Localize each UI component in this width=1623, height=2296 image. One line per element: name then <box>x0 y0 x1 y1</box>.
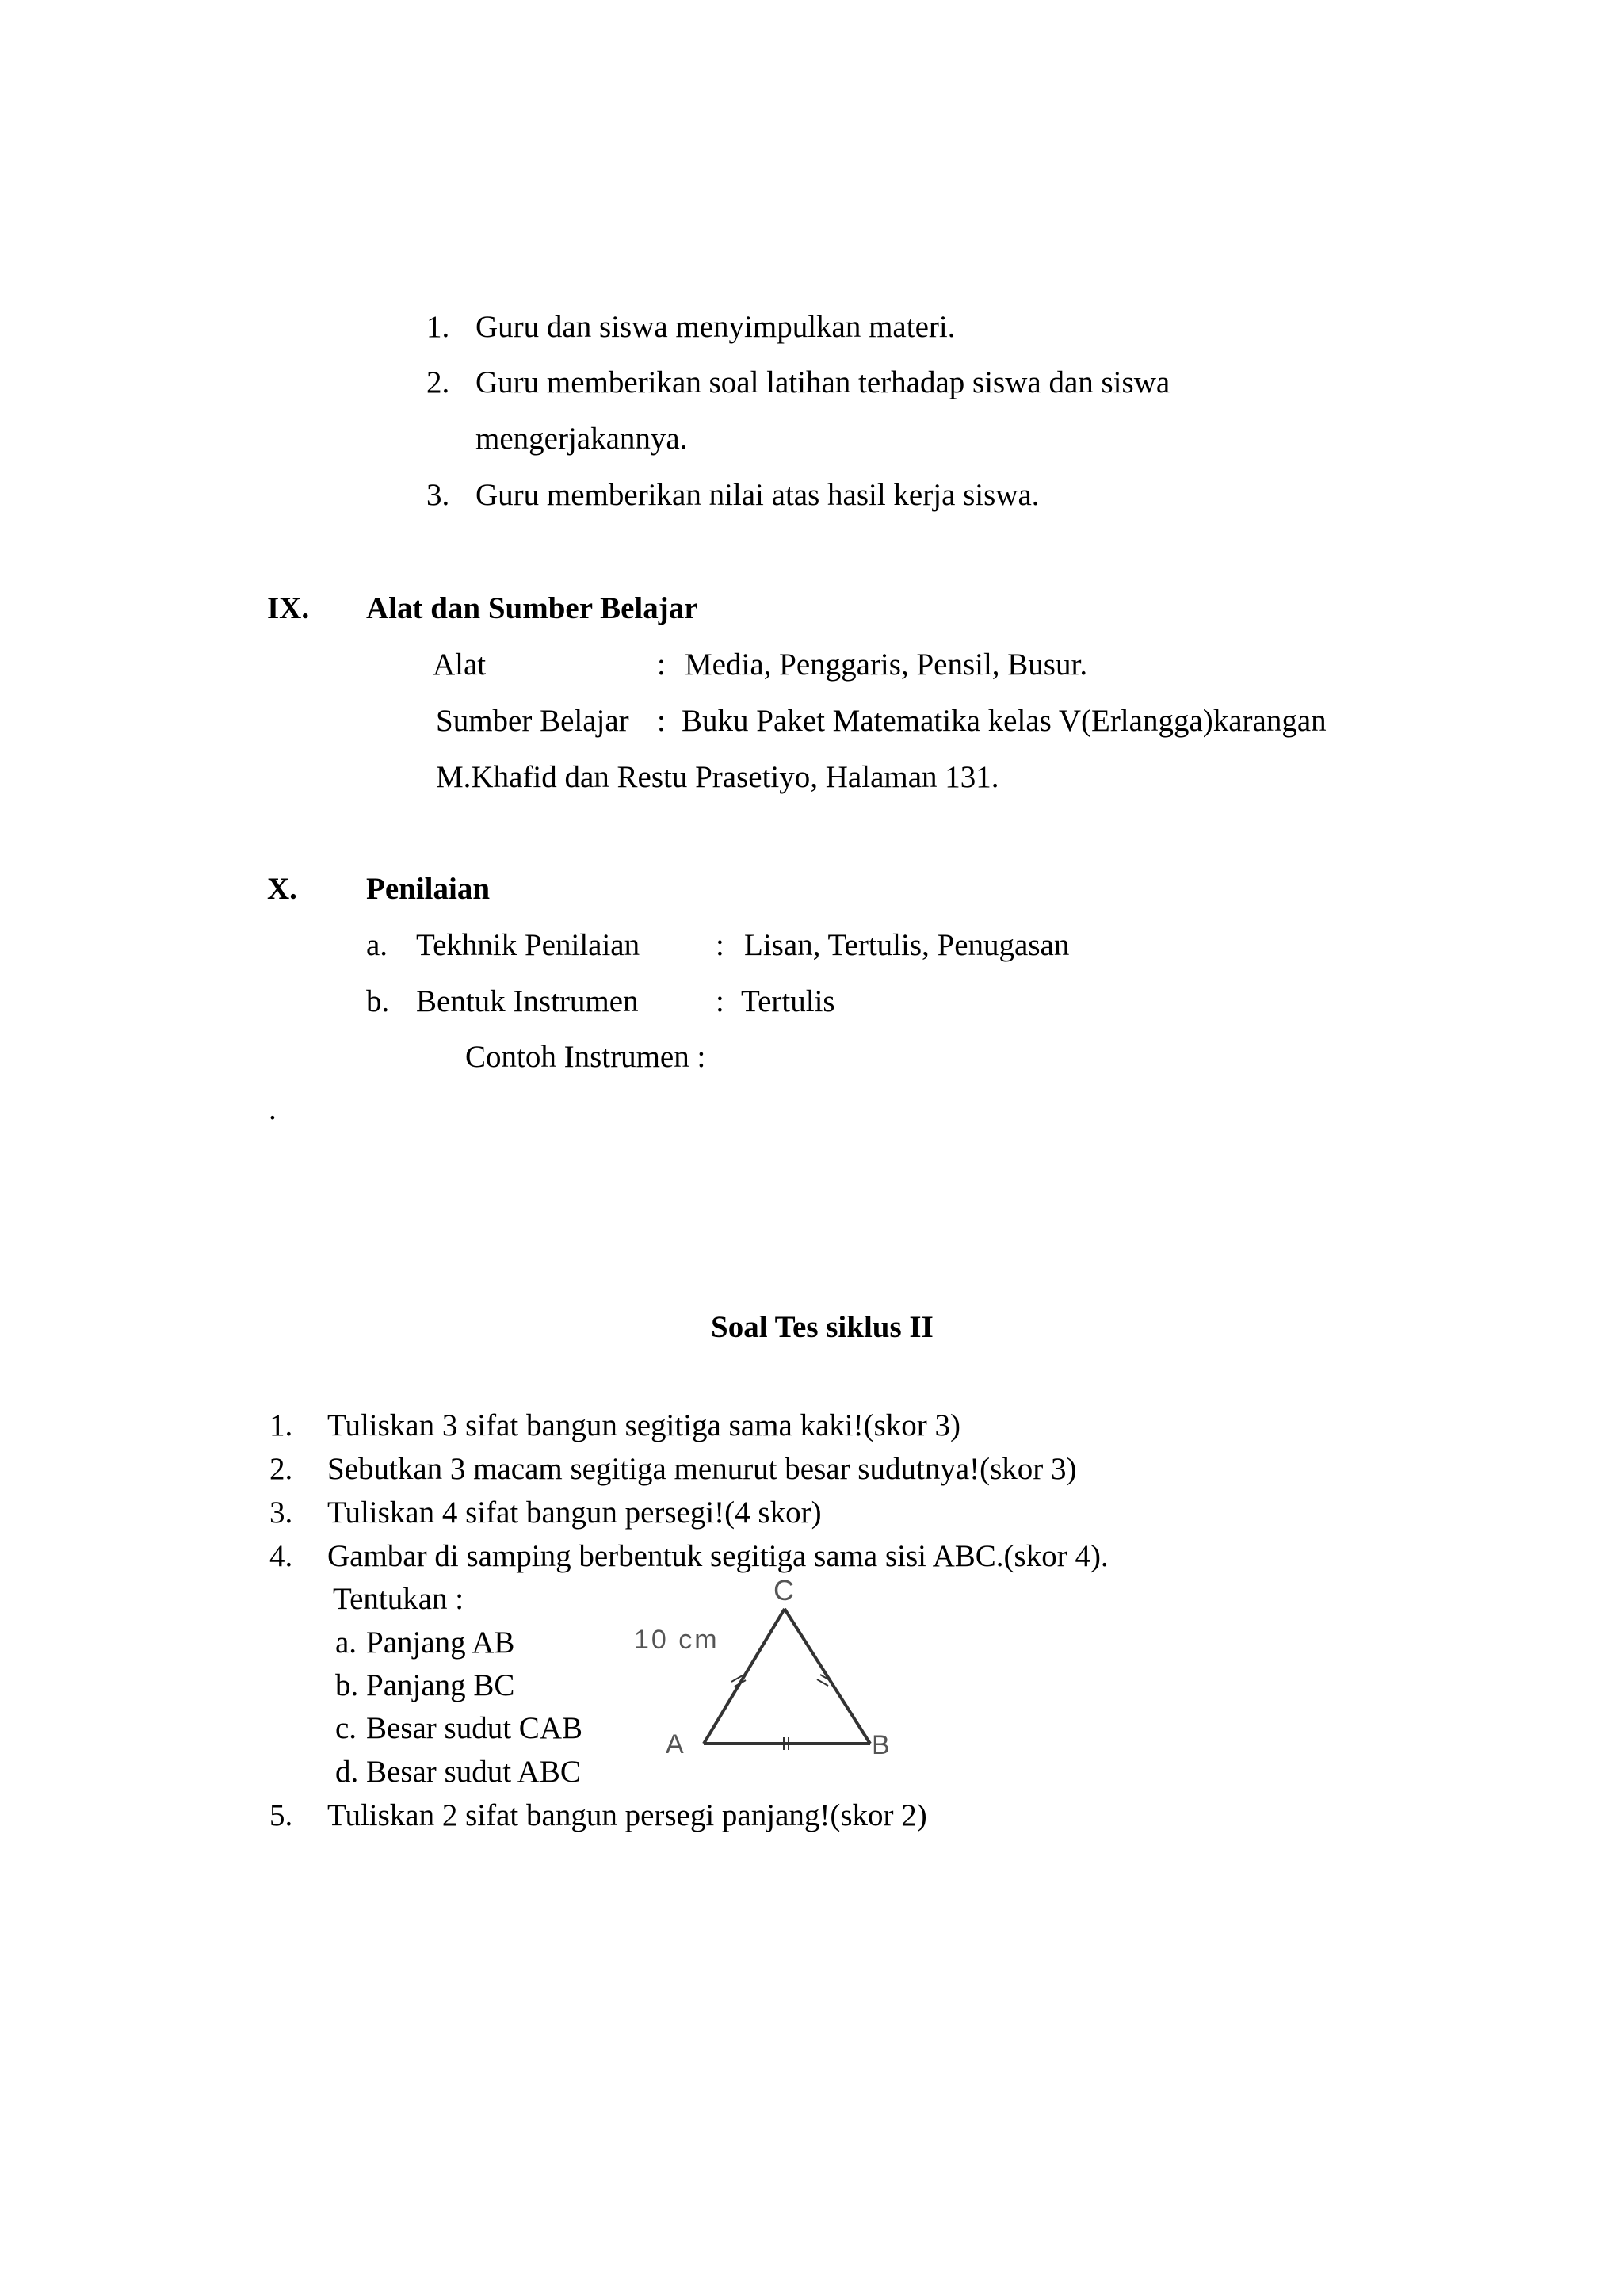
penilaian-item-label: Bentuk Instrumen <box>416 984 639 1018</box>
penilaian-item-label: Tekhnik Penilaian <box>416 928 640 962</box>
stray-dot: . <box>269 1092 277 1126</box>
sub-item-text: Panjang BC <box>366 1668 515 1702</box>
question-number: 4. <box>269 1539 293 1573</box>
question-text: Gambar di samping berbentuk segitiga sama sisi ABC.(skor 4). <box>327 1539 1109 1573</box>
question-text: Sebutkan 3 macam segitiga menurut besar sudutnya!(skor 3) <box>327 1452 1077 1486</box>
question-number: 1. <box>269 1408 293 1442</box>
side-length-label: 10 cm <box>634 1625 720 1655</box>
step-number: 1. <box>426 310 450 344</box>
alat-colon: : <box>657 648 666 682</box>
sub-item-text: Besar sudut ABC <box>366 1755 581 1789</box>
question-number: 2. <box>269 1452 293 1486</box>
test-title: Soal Tes siklus II <box>711 1310 934 1344</box>
step-text: Guru memberikan nilai atas hasil kerja siswa. <box>475 478 1040 512</box>
penilaian-item-letter: a. <box>366 928 388 962</box>
vertex-label-b: B <box>872 1730 890 1760</box>
penilaian-item-colon: : <box>716 984 724 1018</box>
step-number: 2. <box>426 365 450 399</box>
penilaian-item-value: Lisan, Tertulis, Penugasan <box>744 928 1070 962</box>
sumber-continuation: M.Khafid dan Restu Prasetiyo, Halaman 131. <box>436 760 999 794</box>
sub-item-letter: c. <box>335 1711 357 1745</box>
penilaian-item-letter: b. <box>366 984 390 1018</box>
question-number: 5. <box>269 1798 293 1832</box>
step-text: Guru memberikan soal latihan terhadap siswa dan siswa <box>475 365 1170 399</box>
alat-value: Media, Penggaris, Pensil, Busur. <box>685 648 1088 682</box>
section-x-numeral: X. <box>267 872 297 906</box>
contoh-instrumen: Contoh Instrumen : <box>465 1040 706 1074</box>
step-text: Guru dan siswa menyimpulkan materi. <box>475 310 956 344</box>
side-cb <box>785 1609 870 1744</box>
penilaian-item-value: Tertulis <box>741 984 835 1018</box>
vertex-label-a: A <box>666 1729 684 1759</box>
sumber-value: Buku Paket Matematika kelas V(Erlangga)karangan <box>682 704 1327 738</box>
sumber-colon: : <box>657 704 666 738</box>
tick-mark <box>817 1679 828 1686</box>
section-x-title: Penilaian <box>366 872 491 906</box>
sub-item-text: Besar sudut CAB <box>366 1711 582 1745</box>
sumber-label: Sumber Belajar <box>436 704 629 738</box>
question-text: Tuliskan 2 sifat bangun persegi panjang!(skor 2) <box>327 1798 927 1832</box>
step-number: 3. <box>426 478 450 512</box>
question-number: 3. <box>269 1496 293 1530</box>
step-text-continuation: mengerjakannya. <box>475 422 688 456</box>
section-ix-title: Alat dan Sumber Belajar <box>366 591 698 625</box>
question-text: Tuliskan 4 sifat bangun persegi!(4 skor) <box>327 1496 822 1530</box>
sub-item-letter: d. <box>335 1755 359 1789</box>
triangle-figure <box>634 1573 911 1771</box>
tentukan-label: Tentukan : <box>333 1582 464 1616</box>
question-text: Tuliskan 3 sifat bangun segitiga sama kaki!(skor 3) <box>327 1408 961 1442</box>
sub-item-letter: b. <box>335 1668 359 1702</box>
section-ix-numeral: IX. <box>267 591 310 625</box>
alat-label: Alat <box>433 648 487 682</box>
vertex-label-c: C <box>773 1574 794 1606</box>
penilaian-item-colon: : <box>716 928 724 962</box>
sub-item-letter: a. <box>335 1626 357 1660</box>
sub-item-text: Panjang AB <box>366 1626 515 1660</box>
